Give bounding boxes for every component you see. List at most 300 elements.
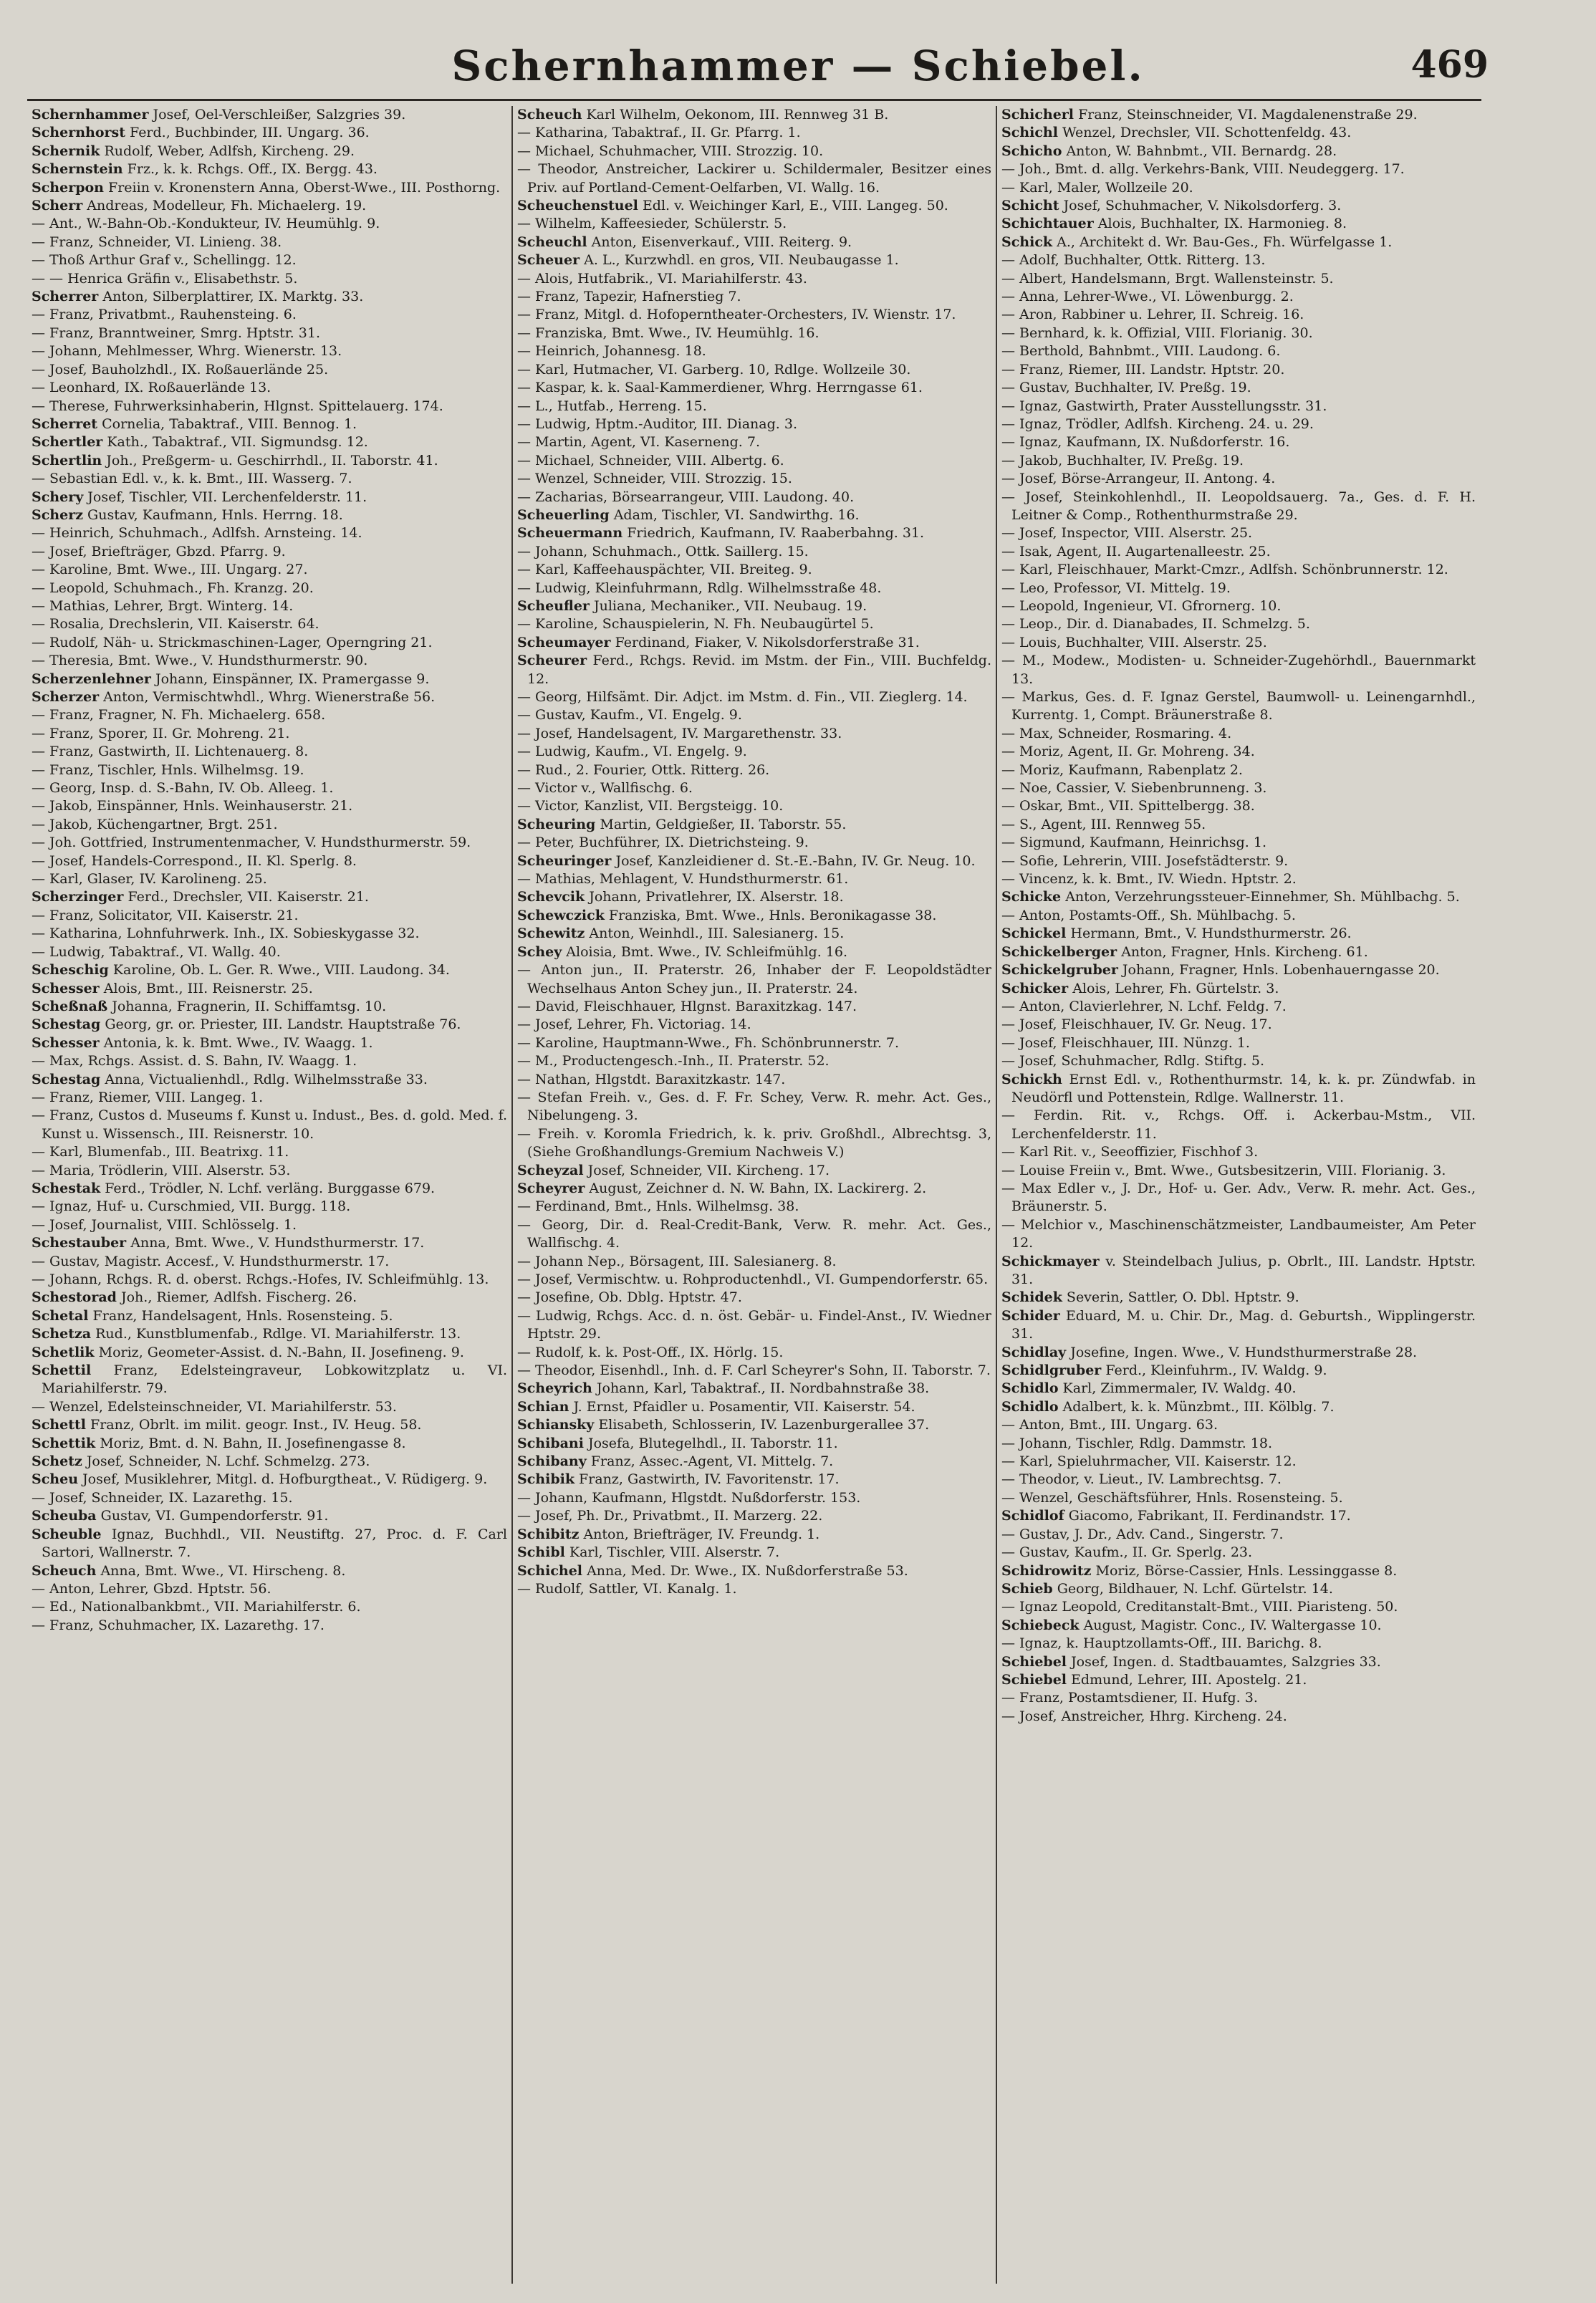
entry-details: — Josef, Börse-Arrangeur, II. Antong. 4. [1001,471,1276,487]
directory-entry [1001,1344,1476,1362]
entry-surname: Scheyzal [517,1162,584,1178]
entry-details: August, Magistr. Conc., IV. Waltergasse 10. [1083,1617,1382,1633]
entry-details: — Johann, Tischler, Rdlg. Dammstr. 18. [1001,1435,1273,1451]
entry-details: — Leopold, Ingenieur, VI. Gfrornerg. 10. [1001,597,1282,614]
directory-entry [1001,470,1476,488]
directory-entry [32,797,507,815]
entry-surname: Schian [517,1398,569,1415]
entry-details: — Josef, Handels-Correspond., II. Kl. Sperlg. 8. [32,852,357,869]
directory-entry [1001,324,1476,342]
entry-details: — Ignaz, Trödler, Adlfsh. Kircheng. 24. u. 29. [1001,415,1314,432]
entry-details: — Jakob, Buchhalter, IV. Preßg. 19. [1001,452,1244,468]
entry-surname: Scheschig [32,962,109,979]
entry-surname: Scheuringer [517,852,612,869]
entry-details: — Franz, Schneider, VI. Linieng. 38. [32,234,282,250]
entry-details: Rud., Kunstblumenfab., Rdlge. VI. Mariahilferstr. 13. [95,1326,461,1342]
entry-surname: Schibany [517,1453,587,1470]
entry-details: — Moriz, Kaufmann, Rabenplatz 2. [1001,761,1243,778]
directory-entry [1001,688,1476,725]
directory-entry [1001,797,1476,815]
entry-details: Rudolf, Weber, Adlfsh, Kircheng. 29. [104,143,355,159]
directory-entry [1001,361,1476,379]
entry-details: Freiin v. Kronenstern Anna, Oberst-Wwe., III. Posthorng. [108,179,501,196]
entry-details: — Sebastian Edl. v., k. k. Bmt., III. Wasserg. 7. [32,471,352,487]
entry-details: — Heinrich, Johannesg. 18. [517,343,706,360]
entry-surname: Schickelgruber [1001,962,1118,979]
entry-details: Karl Wilhelm, Oekonom, III. Rennweg 31 B. [586,107,889,122]
entry-details: Karl, Tischler, VIII. Alserstr. 7. [569,1544,780,1561]
entry-details: — Maria, Trödlerin, VIII. Alserstr. 53. [32,1162,291,1178]
entry-details: Cornelia, Tabaktraf., VIII. Bennog. 1. [102,415,357,432]
directory-entry [517,870,991,888]
entry-details: Josef, Musiklehrer, Mitgl. d. Hofburgtheat., V. Rüdigerg. 9. [82,1471,488,1488]
directory-entry [517,1344,991,1362]
directory-entry [32,1253,507,1271]
entry-details: Kath., Tabaktraf., VII. Sigmundsg. 12. [107,434,368,451]
entry-surname: Schestak [32,1180,101,1196]
directory-entry [1001,925,1476,943]
directory-entry [517,1180,991,1198]
entry-details: A., Architekt d. Wr. Bau-Ges., Fh. Würfelgasse 1. [1057,234,1393,250]
entry-surname: Scherr [32,198,83,214]
entry-details: Edl. v. Weichinger Karl, E., VIII. Langeg. 50. [642,198,948,214]
directory-entry [32,743,507,761]
entry-details: Franziska, Bmt. Wwe., Hnls. Beronikagasse 38. [608,907,937,923]
entry-details: — Ed., Nationalbankbmt., VII. Mariahilferstr. 6. [32,1599,361,1615]
entry-surname: Schichl [1001,125,1058,141]
entry-surname: Scheuer [517,252,580,269]
entry-details: Alois, Lehrer, Fh. Gürtelstr. 3. [1072,980,1279,996]
directory-entry [1001,597,1476,615]
directory-entry [32,615,507,633]
directory-entry [517,688,991,706]
entry-surname: Schiansky [517,1417,595,1433]
directory-entry [1001,379,1476,397]
entry-details: — Adolf, Buchhalter, Ottk. Ritterg. 13. [1001,252,1266,269]
entry-details: Anton, Verzehrungssteuer-Einnehmer, Sh. Mühlbachg. 5. [1065,889,1460,905]
entry-details: Josef, Schneider, VII. Kircheng. 17. [587,1162,830,1178]
directory-entry [32,1617,507,1635]
entry-details: — Anton, Bmt., III. Ungarg. 63. [1001,1417,1218,1433]
entry-details: — Therese, Fuhrwerksinhaberin, Hlgnst. Spittelauerg. 174. [32,398,443,414]
entry-details: — Franz, Gastwirth, II. Lichtenauerg. 8. [32,744,309,760]
entry-details: Ferdinand, Fiaker, V. Nikolsdorferstraße 31. [615,634,920,650]
directory-entry [32,470,507,488]
directory-entry [1001,1598,1476,1616]
directory-entry [32,561,507,579]
directory-entry [32,270,507,288]
entry-details: Anton, Briefträger, IV. Freundg. 1. [583,1526,820,1542]
directory-entry [517,706,991,724]
entry-surname: Schidlo [1001,1380,1059,1397]
entry-details: — Josef, Briefträger, Gbzd. Pfarrg. 9. [32,543,286,559]
directory-entry [32,1507,507,1525]
directory-entry [32,961,507,979]
directory-entry [517,1435,991,1453]
directory-entry [1001,961,1476,979]
directory-entry [32,506,507,524]
directory-entry [32,1307,507,1325]
entry-details: — Karoline, Hauptmann-Wwe., Fh. Schönbrunnerstr. 7. [517,1034,900,1051]
directory-entry [1001,1052,1476,1070]
directory-entry [32,379,507,397]
entry-details: — Karl, Hutmacher, VI. Garberg. 10, Rdlge. Wollzeile 30. [517,361,911,378]
directory-entry [32,215,507,233]
entry-details: — Wenzel, Schneider, VIII. Strozzig. 15. [517,471,792,487]
entry-details: Josefine, Ingen. Wwe., V. Hundsthurmerstraße 28. [1070,1344,1418,1360]
entry-details: — Louise Freiin v., Bmt. Wwe., Gutsbesitzerin, VIII. Florianig. 3. [1001,1162,1446,1178]
directory-entry [517,106,991,124]
entry-details: Josef, Tischler, VII. Lerchenfelderstr. 11. [87,489,367,505]
entry-details: — Gustav, Buchhalter, IV. Preßg. 19. [1001,380,1251,396]
directory-entry [1001,1708,1476,1726]
entry-details: Ignaz, Buchhdl., VII. Neustiftg. 27, Proc. d. F. Carl Sartori, Wallnerstr. 7. [42,1526,507,1561]
entry-details: — Ludwig, Kaufm., VI. Engelg. 9. [517,744,747,760]
entry-details: v. Steindelbach Julius, p. Obrlt., III. Landstr. Hptstr. 31. [1011,1253,1476,1287]
directory-entry [32,834,507,852]
directory-entry [1001,143,1476,160]
entry-details: — Oskar, Bmt., VII. Spittelbergg. 38. [1001,798,1255,814]
entry-surname: Schichtauer [1001,216,1094,232]
entry-details: — Rudolf, Näh- u. Strickmaschinen-Lager, Operngring 21. [32,634,433,650]
entry-details: — Max Edler v., J. Dr., Hof- u. Ger. Adv., Verw. R. mehr. Act. Ges., Bräunerstr. 5. [1001,1180,1476,1215]
directory-entry [32,1016,507,1034]
entry-details: — Gustav, Kaufm., II. Gr. Sperlg. 23. [1001,1544,1253,1561]
entry-details: — Theresia, Bmt. Wwe., V. Hundsthurmerstr. 90. [32,653,368,669]
entry-surname: Scheuba [32,1508,97,1524]
entry-surname: Schesser [32,980,100,996]
entry-details: — Franz, Solicitator, VII. Kaiserstr. 21. [32,907,299,923]
entry-surname: Schickelberger [1001,943,1117,960]
directory-entry [32,342,507,360]
directory-entry [517,251,991,269]
entry-details: — Ludwig, Hptm.-Auditor, III. Dianag. 3. [517,415,797,432]
directory-entry [1001,251,1476,269]
entry-details: — Franz, Tapezir, Hafnerstieg 7. [517,289,741,305]
entry-details: — Karl Rit. v., Seeoffizier, Fischhof 3. [1001,1144,1259,1160]
directory-entry [32,288,507,306]
directory-entry [517,270,991,288]
entry-surname: Schertlin [32,452,102,468]
directory-entry [32,580,507,597]
directory-entry [32,907,507,925]
entry-surname: Schidlo [1001,1398,1059,1415]
entry-surname: Schernhorst [32,125,125,141]
directory-entry [1001,1398,1476,1416]
entry-details: — Josef, Anstreicher, Hhrg. Kircheng. 24. [1001,1708,1287,1724]
entry-details: — Berthold, Bahnbmt., VIII. Laudong. 6. [1001,343,1281,360]
directory-entry [1001,834,1476,852]
entry-details: — Josef, Schuhmacher, Rdlg. Stiftg. 5. [1001,1053,1264,1069]
entry-details: — Karl, Spieluhrmacher, VII. Kaiserstr. 12. [1001,1453,1297,1470]
directory-entry [32,1416,507,1434]
entry-surname: Scheyrer [517,1180,585,1196]
directory-entry [517,797,991,815]
entry-surname: Schery [32,489,84,505]
entry-details: — Theodor, v. Lieut., IV. Lambrechtsg. 7. [1001,1471,1282,1488]
entry-details: — Josef, Fleischhauer, IV. Gr. Neug. 17. [1001,1016,1272,1033]
directory-entry [1001,124,1476,142]
entry-details: — Rudolf, Sattler, VI. Kanalg. 1. [517,1580,737,1597]
directory-entry [32,1216,507,1234]
entry-details: — Ludwig, Rchgs. Acc. d. n. öst. Gebär- u. Findel-Anst., IV. Wiedner Hptstr. 29. [517,1307,991,1342]
directory-entry [1001,1435,1476,1453]
entry-surname: Scheu [32,1471,79,1488]
directory-entry [517,415,991,433]
directory-entry [517,615,991,633]
entry-details: Alois, Buchhalter, IX. Harmonieg. 8. [1097,216,1347,232]
directory-entry [1001,652,1476,688]
entry-details: — Wenzel, Edelsteinschneider, VI. Mariahilferstr. 53. [32,1398,397,1415]
entry-details: Ferd., Drechsler, VII. Kaiserstr. 21. [128,889,369,905]
entry-surname: Schiebel [1001,1671,1067,1688]
entry-details: — Gustav, J. Dr., Adv. Cand., Singerstr. 7. [1001,1526,1284,1542]
entry-details: — Kaspar, k. k. Saal-Kammerdiener, Whrg. Herrngasse 61. [517,380,923,396]
directory-entry [1001,1453,1476,1471]
entry-details: — Victor, Kanzlist, VII. Bergsteigg. 10. [517,798,784,814]
directory-entry [517,1034,991,1052]
directory-entry [517,1489,991,1507]
entry-details: — Karl, Blumenfab., III. Beatrixg. 11. [32,1144,289,1160]
directory-entry [1001,743,1476,761]
directory-entry [1001,160,1476,178]
entry-surname: Scherzer [32,689,100,705]
directory-entry [32,106,507,124]
entry-details: — Jakob, Einspänner, Hnls. Weinhauserstr. 21. [32,798,353,814]
entry-surname: Schernstein [32,161,123,178]
directory-entry [32,306,507,324]
entry-details: — Franz, Privatbmt., Rauhensteing. 6. [32,307,297,323]
directory-entry [32,706,507,724]
entry-details: — Karl, Maler, Wollzeile 20. [1001,179,1193,196]
directory-entry [517,342,991,360]
entry-surname: Schernik [32,143,100,159]
directory-entry [1001,1362,1476,1380]
directory-entry [1001,1253,1476,1289]
directory-entry [517,524,991,542]
directory-entry [517,1362,991,1380]
directory-entry [1001,1289,1476,1307]
entry-details: — Alois, Hutfabrik., VI. Mariahilferstr. 43. [517,270,807,287]
entry-surname: Schesser [32,1034,100,1051]
directory-entry [517,1544,991,1562]
page-number: 469 [1410,43,1489,87]
entry-details: — Isak, Agent, II. Augartenalleestr. 25. [1001,543,1271,559]
entry-details: — S., Agent, III. Rennweg 55. [1001,816,1206,832]
entry-details: — Ferdin. Rit. v., Rchgs. Off. i. Ackerbau-Mstm., VII. Lerchenfelderstr. 11. [1001,1107,1476,1142]
entry-details: — Gustav, Magistr. Accesf., V. Hundsthurmerstr. 17. [32,1253,390,1269]
entry-details: — Ignaz, k. Hauptzollamts-Off., III. Barichg. 8. [1001,1635,1322,1652]
entry-details: Anton, Silberplattirer, IX. Marktg. 33. [102,289,364,305]
directory-entry [32,1071,507,1089]
directory-entry [32,1234,507,1252]
entry-details: Johann, Karl, Tabaktraf., II. Nordbahnstraße 38. [596,1380,930,1397]
entry-details: Anna, Bmt. Wwe., V. Hundsthurmerstr. 17. [130,1235,425,1251]
directory-entry [32,688,507,706]
entry-surname: Scherzenlehner [32,670,151,687]
entry-details: Moriz, Bmt. d. N. Bahn, II. Josefinengasse 8. [100,1435,406,1451]
entry-surname: Scheuchl [517,234,587,250]
directory-entry [32,124,507,142]
entry-details: — M., Modew., Modisten- u. Schneider-Zugehörhdl., Bauernmarkt 13. [1001,653,1476,687]
directory-entry [517,1580,991,1598]
entry-details: Severin, Sattler, O. Dbl. Hptstr. 9. [1066,1289,1299,1306]
entry-details: — Moriz, Agent, II. Gr. Mohreng. 34. [1001,744,1255,760]
directory-entry [1001,1180,1476,1216]
entry-surname: Schetlik [32,1344,95,1360]
entry-details: Adam, Tischler, VI. Sandwirthg. 16. [613,506,860,523]
entry-details: — Franz, Fragner, N. Fh. Michaelerg. 658. [32,707,326,723]
entry-details: Anna, Victualienhdl., Rdlg. Wilhelmsstraße 33. [105,1071,428,1087]
entry-details: Alois, Bmt., III. Reisnerstr. 25. [103,980,313,996]
entry-surname: Schestorad [32,1289,117,1306]
directory-entry [32,1362,507,1398]
entry-details: Georg, gr. or. Priester, III. Landstr. Hauptstraße 76. [105,1016,461,1033]
entry-details: Moriz, Börse-Cassier, Hnls. Lessinggasse 8. [1095,1562,1398,1579]
directory-entry [32,1344,507,1362]
entry-details: — Martin, Agent, VI. Kaserneng. 7. [517,434,761,451]
page-title: Schernhammer — Schiebel. [451,42,1145,90]
entry-details: — Josef, Fleischhauer, III. Nünzg. 1. [1001,1034,1250,1051]
entry-surname: Scheuermann [517,525,623,542]
directory-entry [1001,1580,1476,1598]
entry-surname: Schewitz [517,925,585,942]
entry-details: — Rosalia, Drechslerin, VII. Kaiserstr. 64. [32,616,319,633]
directory-entry [1001,398,1476,415]
entry-details: Juliana, Mechaniker., VII. Neubaug. 19. [593,597,867,614]
directory-entry [1001,1143,1476,1161]
entry-details: — Karoline, Schauspielerin, N. Fh. Neubaugürtel 5. [517,616,874,633]
entry-details: — Katharina, Tabaktraf., II. Gr. Pfarrg. 1. [517,125,801,141]
entry-details: — Johann, Schuhmach., Ottk. Saillerg. 15. [517,543,809,559]
entry-details: — Wenzel, Geschäftsführer, Hnls. Rosensteing. 5. [1001,1489,1343,1506]
directory-entry [32,761,507,779]
directory-entry [32,489,507,506]
directory-entry [517,597,991,615]
entry-surname: Schibitz [517,1526,580,1542]
directory-entry [1001,1216,1476,1253]
entry-surname: Scheßnaß [32,998,108,1014]
entry-details: Moriz, Geometer-Assist. d. N.-Bahn, II. Josefineng. 9. [98,1344,464,1360]
directory-entry [517,1125,991,1162]
entry-details: — Markus, Ges. d. F. Ignaz Gerstel, Baumwoll- u. Leinengarnhdl., Kurrentg. 1, Compt. Bräunerstraße 8. [1001,689,1476,723]
entry-details: — Georg, Insp. d. S.-Bahn, IV. Ob. Alleeg. 1. [32,780,334,797]
directory-entry [32,888,507,906]
entry-details: Josef, Oel-Verschleißer, Salzgries 39. [153,107,406,122]
entry-surname: Schestag [32,1016,101,1033]
entry-details: — Josef, Handelsagent, IV. Margarethenstr. 33. [517,725,842,741]
entry-details: — Mathias, Mehlagent, V. Hundsthurmerstr. 61. [517,871,849,888]
directory-entry [517,634,991,652]
directory-entry [1001,452,1476,470]
directory-entry [1001,634,1476,652]
directory-entry [517,907,991,925]
entry-surname: Schidlay [1001,1344,1067,1360]
column-left [27,106,511,2284]
entry-details: Franz, Edelsteingraveur, Lobkowitzplatz u. VI. Mariahilferstr. 79. [42,1362,507,1397]
entry-surname: Scheuerling [517,506,610,523]
directory-entry [1001,106,1476,124]
directory-entry [32,1107,507,1143]
directory-entry [517,725,991,743]
entry-details: — Wilhelm, Kaffeesieder, Schülerstr. 5. [517,216,787,232]
directory-entry [1001,1526,1476,1544]
entry-details: Franz, Obrlt. im milit. geogr. Inst., IV. Heug. 58. [90,1417,422,1433]
directory-entry [517,998,991,1016]
directory-entry [32,652,507,670]
directory-entry [517,761,991,779]
entry-surname: Schick [1001,234,1053,250]
entry-surname: Schewczick [517,907,605,923]
entry-details: — Franz, Custos d. Museums f. Kunst u. Indust., Bes. d. gold. Med. f. Kunst u. Wissensch., III. Reisnerstr. 10. [32,1107,507,1142]
entry-details: — Noe, Cassier, V. Siebenbrunneng. 3. [1001,780,1267,797]
directory-entry [1001,1489,1476,1507]
entry-details: — Georg, Hilfsämt. Dir. Adjct. im Mstm. d. Fin., VII. Zieglerg. 14. [517,689,968,705]
entry-details: — Josef, Lehrer, Fh. Victoriag. 14. [517,1016,751,1033]
directory-entry [32,779,507,797]
entry-surname: Schider [1001,1307,1060,1324]
directory-entry [517,398,991,415]
entry-surname: Schidlgruber [1001,1362,1102,1379]
directory-entry [1001,1507,1476,1525]
entry-details: — Franz, Sporer, II. Gr. Mohreng. 21. [32,725,290,741]
directory-entry [1001,1471,1476,1489]
entry-surname: Schey [517,943,562,960]
directory-entry [517,143,991,160]
directory-entry [1001,1653,1476,1671]
entry-details: — Victor v., Wallfischg. 6. [517,780,693,797]
entry-details: — Albert, Handelsmann, Brgt. Wallensteinstr. 5. [1001,270,1334,287]
directory-entry [32,1034,507,1052]
entry-details: Adalbert, k. k. Münzbmt., III. Kölblg. 7. [1062,1398,1335,1415]
entry-surname: Schidrowitz [1001,1562,1092,1579]
entry-details: — Louis, Buchhalter, VIII. Alserstr. 25. [1001,634,1267,650]
directory-entry [32,1489,507,1507]
entry-details: — Leo, Professor, VI. Mittelg. 19. [1001,580,1231,596]
directory-entry [517,561,991,579]
directory-entry [517,961,991,998]
directory-entry [1001,179,1476,197]
entry-details: — Michael, Schuhmacher, VIII. Strozzig. 10. [517,143,824,159]
directory-entry [32,1089,507,1107]
entry-details: — Josef, Steinkohlenhdl., II. Leopoldsauerg. 7a., Ges. d. F. H. Leitner & Comp., Rothenthurmstraße 29. [1001,489,1476,523]
entry-details: — Rudolf, k. k. Post-Off., IX. Hörlg. 15. [517,1344,784,1360]
entry-details: Wenzel, Drechsler, VII. Schottenfeldg. 43. [1062,125,1352,141]
entry-details: — Ignaz, Gastwirth, Prater Ausstellungsstr. 31. [1001,398,1327,414]
directory-entry [517,1398,991,1416]
entry-details: Franz, Assec.-Agent, VI. Mittelg. 7. [590,1453,834,1470]
entry-details: Ernst Edl. v., Rothenthurmstr. 14, k. k. pr. Zündwfab. in Neudörfl und Pottenstein, Rdlge. Wallnerstr. 11. [1011,1071,1476,1105]
directory-entry [1001,1307,1476,1344]
entry-surname: Schettik [32,1435,96,1451]
directory-entry [517,1562,991,1580]
entry-surname: Schicho [1001,143,1062,159]
directory-entry [517,1271,991,1289]
directory-entry [32,1471,507,1489]
entry-surname: Scheuch [32,1562,97,1579]
entry-details: — Rud., 2. Fourier, Ottk. Ritterg. 26. [517,761,770,778]
entry-details: — Joh., Bmt. d. allg. Verkehrs-Bank, VIII. Neudeggerg. 17. [1001,161,1405,178]
entry-details: — Josefine, Ob. Dblg. Hptstr. 47. [517,1289,742,1306]
entry-details: Anna, Bmt. Wwe., VI. Hirscheng. 8. [100,1562,346,1579]
entry-details: — Anton, Clavierlehrer, N. Lchf. Feldg. 7. [1001,998,1287,1014]
directory-entry [32,980,507,998]
entry-details: — Melchior v., Maschinenschätzmeister, Landbaumeister, Am Peter 12. [1001,1216,1476,1251]
entry-details: Anton, Eisenverkauf., VIII. Reiterg. 9. [591,234,852,250]
entry-details: Andreas, Modelleur, Fh. Michaelerg. 19. [87,198,367,214]
directory-entry [1001,197,1476,215]
directory-entry [32,1162,507,1180]
